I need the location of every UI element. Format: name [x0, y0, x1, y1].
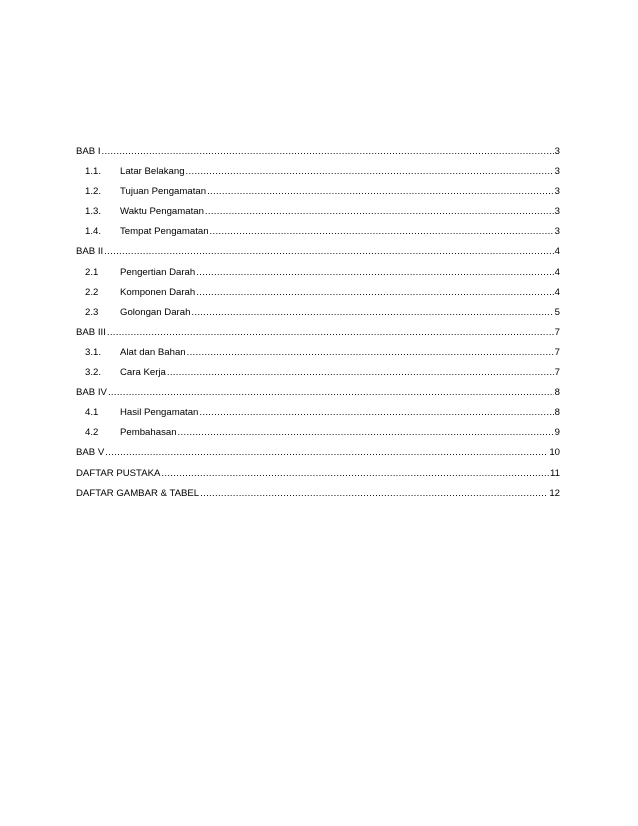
toc-entry[interactable]	[76, 206, 560, 226]
toc-entry-page: 3	[554, 146, 560, 157]
toc-entry-page: 3	[554, 166, 560, 178]
dot-leader	[200, 488, 548, 500]
toc-entry-number: 4.1	[85, 407, 99, 419]
toc-entry[interactable]	[76, 287, 560, 307]
dot-leader	[161, 468, 549, 480]
toc-entry-page: 3	[554, 226, 560, 238]
dot-leader	[167, 367, 554, 379]
toc-entry-title: Waktu Pengamatan	[120, 206, 204, 218]
toc-entry-number: 3.2.	[85, 367, 102, 379]
toc-entry-page: 4	[554, 246, 560, 258]
toc-entry[interactable]	[76, 307, 560, 327]
toc-entry-page: 8	[554, 407, 560, 419]
dot-leader	[196, 267, 553, 279]
toc-entry[interactable]	[76, 166, 560, 186]
dot-leader	[196, 287, 553, 299]
toc-entry-page: 8	[554, 387, 560, 399]
dot-leader	[191, 307, 553, 319]
toc-entry-number: 2.2	[85, 286, 99, 298]
toc-entry-page: 9	[554, 427, 560, 439]
toc-entry-page: 3	[554, 186, 560, 198]
toc-entry-title: BAB III	[76, 326, 106, 338]
toc-entry-number: 3.1.	[85, 346, 102, 358]
toc-entry[interactable]	[76, 488, 560, 508]
toc-entry[interactable]	[76, 468, 560, 488]
toc-entry[interactable]	[76, 226, 560, 246]
dot-leader	[107, 327, 554, 339]
toc-entry-title: BAB II	[76, 246, 104, 258]
toc-entry-title: Alat dan Bahan	[120, 346, 186, 358]
toc-entry-number: 1.4.	[85, 226, 102, 238]
toc-entry-page: 4	[554, 286, 560, 298]
toc-entry-page: 7	[554, 367, 560, 379]
toc-entry-title: DAFTAR PUSTAKA	[76, 467, 161, 479]
dot-leader	[207, 186, 554, 198]
toc-entry-title: DAFTAR GAMBAR & TABEL	[76, 487, 200, 499]
toc-entry[interactable]	[76, 347, 560, 367]
toc-entry-title: Tempat Pengamatan	[120, 226, 209, 238]
toc-entry-page: 7	[554, 346, 560, 358]
toc-entry-title: Komponen Darah	[120, 286, 196, 298]
toc-entry[interactable]	[76, 407, 560, 427]
toc-entry-title: BAB I	[76, 146, 101, 157]
toc-entry-title: Hasil Pengamatan	[120, 407, 199, 419]
toc-entry-page: 5	[554, 306, 560, 318]
toc-entry-title: BAB V	[76, 447, 105, 459]
toc-entry-number: 2.1	[85, 266, 99, 278]
toc-entry[interactable]	[76, 447, 560, 467]
dot-leader	[105, 447, 548, 459]
dot-leader	[199, 407, 553, 419]
toc-entry-page: 4	[554, 266, 560, 278]
dot-leader	[210, 226, 554, 238]
toc-entry-number: 1.3.	[85, 206, 102, 218]
toc-entry-number: 4.2	[85, 427, 99, 439]
toc-entry-title: Golongan Darah	[120, 306, 191, 318]
toc-entry[interactable]	[76, 367, 560, 387]
table-of-contents	[76, 146, 560, 508]
toc-entry-page: 3	[554, 206, 560, 218]
toc-entry[interactable]	[76, 186, 560, 206]
toc-entry-number: 1.1.	[85, 166, 102, 178]
toc-entry-title: Pengertian Darah	[120, 266, 196, 278]
toc-entry-title: Tujuan Pengamatan	[120, 186, 207, 198]
toc-entry-title: Pembahasan	[120, 427, 177, 439]
toc-entry-title: BAB IV	[76, 387, 107, 399]
toc-entry-page: 12	[549, 487, 560, 499]
toc-entry-page: 10	[549, 447, 560, 459]
toc-entry[interactable]	[76, 427, 560, 447]
toc-entry-number: 2.3	[85, 306, 99, 318]
toc-entry-number: 1.2.	[85, 186, 102, 198]
toc-entry[interactable]	[76, 327, 560, 347]
toc-entry-page: 7	[554, 326, 560, 338]
toc-entry[interactable]	[76, 246, 560, 266]
dot-leader	[186, 166, 554, 178]
dot-leader	[205, 206, 554, 218]
toc-entry[interactable]	[76, 146, 560, 166]
dot-leader	[108, 387, 554, 399]
dot-leader	[102, 146, 554, 158]
toc-entry-title: Latar Belakang	[120, 166, 185, 178]
dot-leader	[187, 347, 554, 359]
toc-entry-page: 11	[550, 467, 560, 479]
dot-leader	[104, 246, 553, 258]
toc-entry-title: Cara Kerja	[120, 367, 166, 379]
toc-entry[interactable]	[76, 387, 560, 407]
dot-leader	[178, 427, 554, 439]
toc-entry[interactable]	[76, 267, 560, 287]
